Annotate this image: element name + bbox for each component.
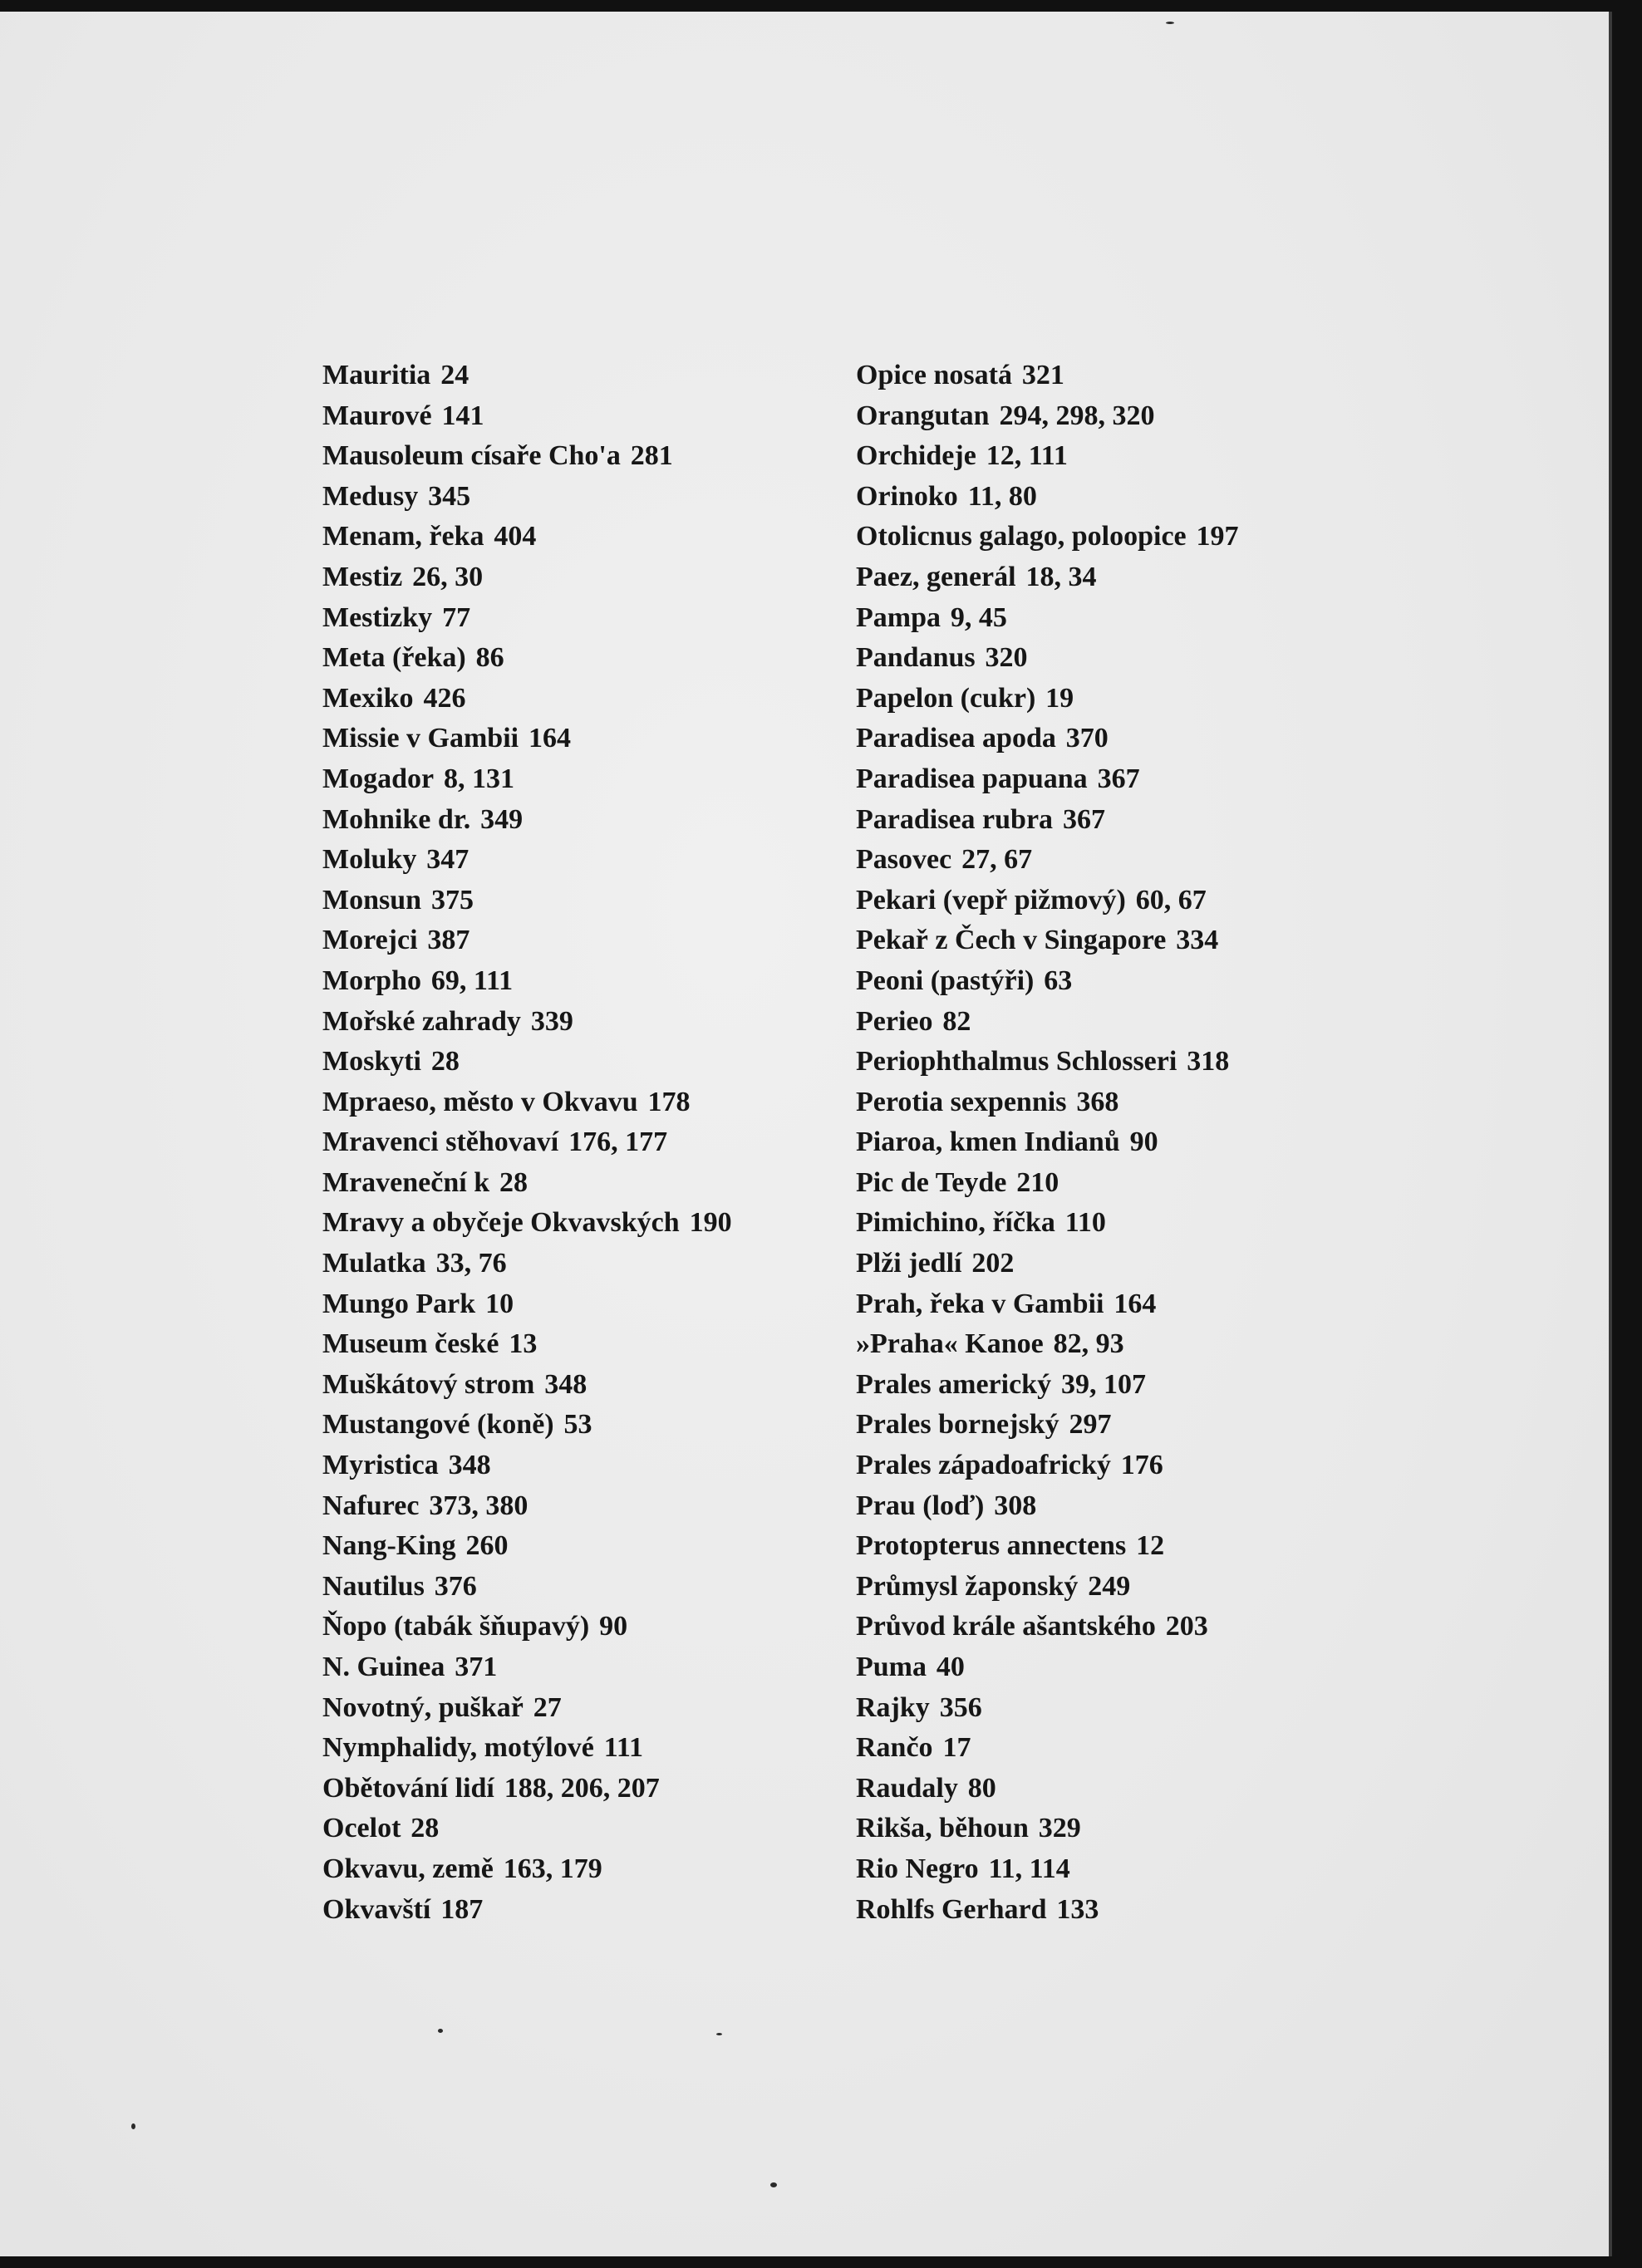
index-page-numbers: 329 <box>1038 1813 1081 1844</box>
index-term: Prau (loď) <box>856 1490 985 1521</box>
index-page-numbers: 387 <box>427 925 470 956</box>
index-page-numbers: 33, 76 <box>435 1248 507 1279</box>
index-term: Prales bornejský <box>856 1409 1059 1441</box>
index-term: Paradisea papuana <box>856 763 1088 794</box>
index-term: Pimichino, říčka <box>856 1207 1055 1239</box>
index-term: Mraveneční k <box>322 1166 490 1198</box>
index-page-numbers: 190 <box>689 1207 732 1239</box>
index-page-numbers: 426 <box>423 682 466 714</box>
index-entry <box>322 1203 732 1244</box>
index-term: Nafurec <box>322 1490 420 1521</box>
index-term: Paradisea apoda <box>856 723 1056 754</box>
index-term: Papelon (cukr) <box>856 682 1036 714</box>
index-entry <box>856 719 1239 759</box>
index-term: Perieo <box>856 1005 933 1037</box>
index-page-numbers: 69, 111 <box>430 965 514 996</box>
index-term: Pasovec <box>856 844 952 876</box>
index-entry <box>322 1728 732 1769</box>
index-term: Prales americký <box>856 1368 1052 1400</box>
index-term: Moskyti <box>322 1046 421 1078</box>
index-entry <box>856 759 1239 800</box>
index-term: Otolicnus galago, poloopice <box>856 521 1187 552</box>
index-page-numbers: 297 <box>1069 1409 1112 1441</box>
index-entry <box>322 638 732 679</box>
index-entry <box>856 881 1239 921</box>
index-term: Mestiz <box>322 561 403 592</box>
index-entry <box>322 1688 732 1729</box>
index-page-numbers: 12, 111 <box>986 440 1068 472</box>
index-term: Paradisea rubra <box>856 803 1054 835</box>
index-term: Mexiko <box>322 682 414 714</box>
index-page-numbers: 294, 298, 320 <box>999 400 1155 431</box>
index-page-numbers: 176, 177 <box>568 1127 668 1158</box>
index-page-numbers: 373, 380 <box>429 1490 528 1521</box>
index-entry <box>856 1122 1239 1163</box>
index-entry <box>856 598 1239 639</box>
index-entry <box>322 800 732 841</box>
index-term: Mauritia <box>322 360 431 390</box>
index-term: Muškátový strom <box>322 1368 535 1400</box>
index-entry <box>322 679 732 719</box>
index-term: Ňopo (tabák šňupavý) <box>322 1611 590 1642</box>
index-term: Obětování lidí <box>322 1772 494 1804</box>
index-entry <box>856 1849 1239 1890</box>
index-term: Mpraeso, město v Okvavu <box>322 1086 638 1117</box>
index-entry <box>322 1365 732 1406</box>
index-entry <box>856 436 1239 477</box>
index-page-numbers: 13 <box>509 1328 538 1360</box>
index-page-numbers: 28 <box>499 1166 528 1198</box>
index-term: Prales západoafrický <box>856 1450 1111 1481</box>
index-term: Moluky <box>322 844 417 876</box>
index-entry <box>322 1122 732 1163</box>
index-term: Periophthalmus Schlosseri <box>856 1046 1177 1078</box>
index-entry <box>856 557 1239 598</box>
index-entry <box>322 1042 732 1082</box>
index-page-numbers: 110 <box>1064 1207 1106 1239</box>
index-entry <box>856 1446 1239 1486</box>
index-page-numbers: 8, 131 <box>443 763 514 794</box>
index-page-numbers: 39, 107 <box>1060 1368 1146 1400</box>
index-page-numbers: 318 <box>1187 1046 1230 1078</box>
index-entry <box>856 396 1239 437</box>
index-entry <box>856 1890 1239 1931</box>
index-term: Piaroa, kmen Indianů <box>856 1127 1120 1158</box>
index-page-numbers: 197 <box>1196 521 1239 552</box>
index-entry <box>322 557 732 598</box>
index-page-numbers: 90 <box>599 1611 628 1642</box>
index-term: Nautilus <box>322 1570 425 1602</box>
index-entry <box>856 1405 1239 1446</box>
index-entry <box>322 1769 732 1809</box>
index-entry <box>856 1607 1239 1647</box>
index-term: Nang-King <box>322 1530 456 1562</box>
index-entry <box>856 356 1239 396</box>
index-page-numbers: 345 <box>428 480 471 512</box>
index-entry <box>322 1607 732 1647</box>
index-entry <box>856 1728 1239 1769</box>
index-page-numbers: 339 <box>530 1005 573 1037</box>
index-entry <box>322 436 732 477</box>
scan-speck <box>438 2029 443 2033</box>
index-page-numbers: 281 <box>630 440 673 472</box>
index-entry <box>322 1405 732 1446</box>
index-entry <box>856 1567 1239 1608</box>
index-term: Okvavu, země <box>322 1853 494 1884</box>
index-entry <box>856 1688 1239 1729</box>
index-page-numbers: 249 <box>1088 1570 1131 1602</box>
index-entry <box>856 1082 1239 1123</box>
index-entry <box>322 840 732 881</box>
index-page-numbers: 164 <box>528 723 571 754</box>
index-entry <box>856 517 1239 557</box>
index-page-numbers: 60, 67 <box>1135 884 1207 916</box>
index-term: Mustangové (koně) <box>322 1409 554 1441</box>
index-column-left <box>322 356 732 1930</box>
index-page-numbers: 27, 67 <box>961 844 1033 876</box>
index-entry <box>322 961 732 1002</box>
index-page-numbers: 82 <box>942 1005 971 1037</box>
index-term: Mulatka <box>322 1248 426 1279</box>
index-term: Medusy <box>322 480 419 512</box>
index-page-numbers: 334 <box>1176 925 1219 956</box>
index-term: Morpho <box>322 965 421 996</box>
index-page-numbers: 347 <box>426 844 469 876</box>
index-entry <box>322 396 732 437</box>
index-page-numbers: 308 <box>994 1490 1037 1521</box>
index-entry <box>856 679 1239 719</box>
index-term: Meta (řeka) <box>322 642 466 674</box>
index-term: Raudaly <box>856 1772 958 1804</box>
index-entry <box>856 1042 1239 1082</box>
index-term: Perotia sexpennis <box>856 1086 1067 1117</box>
index-page-numbers: 356 <box>939 1691 982 1723</box>
index-entry <box>322 1567 732 1608</box>
index-entry <box>322 1526 732 1567</box>
index-term: Mravenci stěhovaví <box>322 1127 559 1158</box>
index-term: Paez, generál <box>856 561 1016 592</box>
index-term: Peoni (pastýři) <box>856 965 1035 996</box>
index-term: Rio Negro <box>856 1853 979 1884</box>
index-page-numbers: 18, 34 <box>1025 561 1097 592</box>
index-page-numbers: 133 <box>1056 1893 1099 1925</box>
index-entry <box>322 477 732 518</box>
index-entry <box>856 920 1239 961</box>
index-term: Monsun <box>322 884 422 916</box>
index-page-numbers: 53 <box>563 1409 592 1441</box>
index-entry <box>856 1244 1239 1284</box>
index-page-numbers: 367 <box>1062 803 1105 835</box>
index-term: Průmysl žaponský <box>856 1570 1079 1602</box>
index-entry <box>322 1284 732 1325</box>
index-term: Mestizky <box>322 601 433 633</box>
index-term: Orinoko <box>856 480 958 512</box>
index-entry <box>322 1890 732 1931</box>
index-page-numbers: 12 <box>1136 1530 1165 1562</box>
index-page-numbers: 141 <box>441 400 484 431</box>
index-entry <box>322 1002 732 1043</box>
index-term: Orchideje <box>856 440 976 472</box>
index-term: Museum české <box>322 1328 499 1360</box>
index-term: Protopterus annectens <box>856 1530 1127 1562</box>
index-entry <box>856 1486 1239 1527</box>
index-entry <box>856 1647 1239 1688</box>
index-term: Opice nosatá <box>856 360 1012 390</box>
index-term: Mausoleum císaře Cho'a <box>322 440 621 472</box>
index-term: Morejci <box>322 925 418 956</box>
paper-sheet <box>0 12 1612 2256</box>
index-term: Missie v Gambii <box>322 723 519 754</box>
index-term: Ocelot <box>322 1813 401 1844</box>
index-page-numbers: 176 <box>1120 1450 1163 1481</box>
index-entry <box>322 1446 732 1486</box>
index-page-numbers: 11, 80 <box>967 480 1037 512</box>
index-term: Mohnike dr. <box>322 803 471 835</box>
index-page-numbers: 348 <box>544 1368 587 1400</box>
index-entry <box>856 638 1239 679</box>
index-page-numbers: 202 <box>971 1248 1015 1279</box>
index-entry <box>322 1324 732 1365</box>
index-entry <box>856 961 1239 1002</box>
index-page-numbers: 321 <box>1021 360 1064 390</box>
index-page-numbers: 24 <box>440 360 469 390</box>
index-term: Pandanus <box>856 642 976 674</box>
index-entry <box>856 1203 1239 1244</box>
index-page-numbers: 187 <box>440 1893 484 1925</box>
index-term: Mořské zahrady <box>322 1005 521 1037</box>
index-entry <box>322 719 732 759</box>
scan-speck <box>1166 22 1174 24</box>
page-edge-shadow <box>1609 12 1612 2256</box>
index-page-numbers: 188, 206, 207 <box>504 1772 660 1804</box>
index-entry <box>856 1365 1239 1406</box>
index-term: Prah, řeka v Gambii <box>856 1288 1104 1319</box>
index-page-numbers: 28 <box>430 1046 460 1078</box>
index-entry <box>322 1486 732 1527</box>
index-page-numbers: 371 <box>455 1652 498 1682</box>
index-entry <box>322 920 732 961</box>
index-term: Mravy a obyčeje Okvavských <box>322 1207 680 1239</box>
index-entry <box>322 1849 732 1890</box>
index-page-numbers: 210 <box>1016 1166 1059 1198</box>
index-term: Pampa <box>856 601 941 633</box>
index-entry <box>322 1163 732 1204</box>
index-page-numbers: 27 <box>533 1691 562 1723</box>
index-page-numbers: 40 <box>936 1652 965 1682</box>
index-term: Okvavští <box>322 1893 431 1925</box>
index-entry <box>322 356 732 396</box>
index-entry <box>322 1082 732 1123</box>
index-term: Rajky <box>856 1691 930 1723</box>
index-page-numbers: 375 <box>430 884 474 916</box>
index-term: Rikša, běhoun <box>856 1813 1029 1844</box>
index-term: Průvod krále ašantského <box>856 1611 1156 1642</box>
index-page-numbers: 80 <box>967 1772 996 1804</box>
index-page-numbers: 163, 179 <box>503 1853 602 1884</box>
index-term: Orangutan <box>856 400 990 431</box>
index-term: N. Guinea <box>322 1652 445 1682</box>
index-term: Myristica <box>322 1450 439 1481</box>
index-page-numbers: 320 <box>985 642 1028 674</box>
index-page-numbers: 368 <box>1076 1086 1119 1117</box>
index-entry <box>322 1244 732 1284</box>
index-term: Plži jedlí <box>856 1248 962 1279</box>
index-page-numbers: 404 <box>494 521 537 552</box>
index-page-numbers: 349 <box>480 803 524 835</box>
index-entry <box>322 517 732 557</box>
index-entry <box>856 1324 1239 1365</box>
index-entry <box>856 1163 1239 1204</box>
index-term: Puma <box>856 1652 927 1682</box>
index-page-numbers: 370 <box>1065 723 1109 754</box>
index-entry <box>856 1809 1239 1849</box>
index-term: Mogador <box>322 763 435 794</box>
index-entry <box>856 840 1239 881</box>
index-entry <box>856 1526 1239 1567</box>
index-page-numbers: 10 <box>485 1288 514 1319</box>
scan-speck <box>770 2182 777 2187</box>
index-page-numbers: 90 <box>1129 1127 1158 1158</box>
index-term: Rančo <box>856 1732 933 1764</box>
index-term: Pekař z Čech v Singapore <box>856 925 1167 956</box>
index-entry <box>322 598 732 639</box>
index-term: Mungo Park <box>322 1288 476 1319</box>
index-entry <box>856 477 1239 518</box>
index-entry <box>322 881 732 921</box>
index-page-numbers: 178 <box>647 1086 691 1117</box>
index-entry <box>856 800 1239 841</box>
index-page-numbers: 367 <box>1097 763 1140 794</box>
index-page-numbers: 26, 30 <box>412 561 484 592</box>
index-page-numbers: 164 <box>1114 1288 1157 1319</box>
index-term: Menam, řeka <box>322 521 484 552</box>
index-page-numbers: 77 <box>442 601 471 633</box>
index-column-right <box>856 356 1239 1930</box>
index-page-numbers: 28 <box>410 1813 440 1844</box>
index-page-numbers: 376 <box>434 1570 477 1602</box>
index-page-numbers: 86 <box>475 642 504 674</box>
index-page-numbers: 19 <box>1045 682 1074 714</box>
index-page-numbers: 203 <box>1165 1611 1208 1642</box>
scan-speck <box>131 2123 135 2129</box>
index-entry <box>322 759 732 800</box>
index-entry <box>322 1809 732 1849</box>
index-term: Novotný, puškař <box>322 1691 524 1723</box>
index-entry <box>856 1002 1239 1043</box>
index-entry <box>856 1769 1239 1809</box>
index-term: Pic de Teyde <box>856 1166 1007 1198</box>
index-entry <box>322 1647 732 1688</box>
index-term: Nymphalidy, motýlové <box>322 1732 594 1764</box>
index-entry <box>856 1284 1239 1325</box>
index-page-numbers: 63 <box>1044 965 1073 996</box>
scan-speck <box>716 2033 722 2035</box>
index-page-numbers: 348 <box>448 1450 491 1481</box>
index-page-numbers: 17 <box>942 1732 971 1764</box>
index-term: Pekari (vepř pižmový) <box>856 884 1126 916</box>
index-term: Rohlfs Gerhard <box>856 1893 1047 1925</box>
index-page-numbers: 82, 93 <box>1053 1328 1124 1360</box>
index-term: Maurové <box>322 400 432 431</box>
index-page-numbers: 9, 45 <box>950 601 1007 633</box>
index-term: »Praha« Kanoe <box>856 1328 1044 1360</box>
index-page-numbers: 11, 114 <box>988 1853 1070 1884</box>
index-page-numbers: 260 <box>465 1530 509 1562</box>
index-page-numbers: 111 <box>603 1732 643 1764</box>
